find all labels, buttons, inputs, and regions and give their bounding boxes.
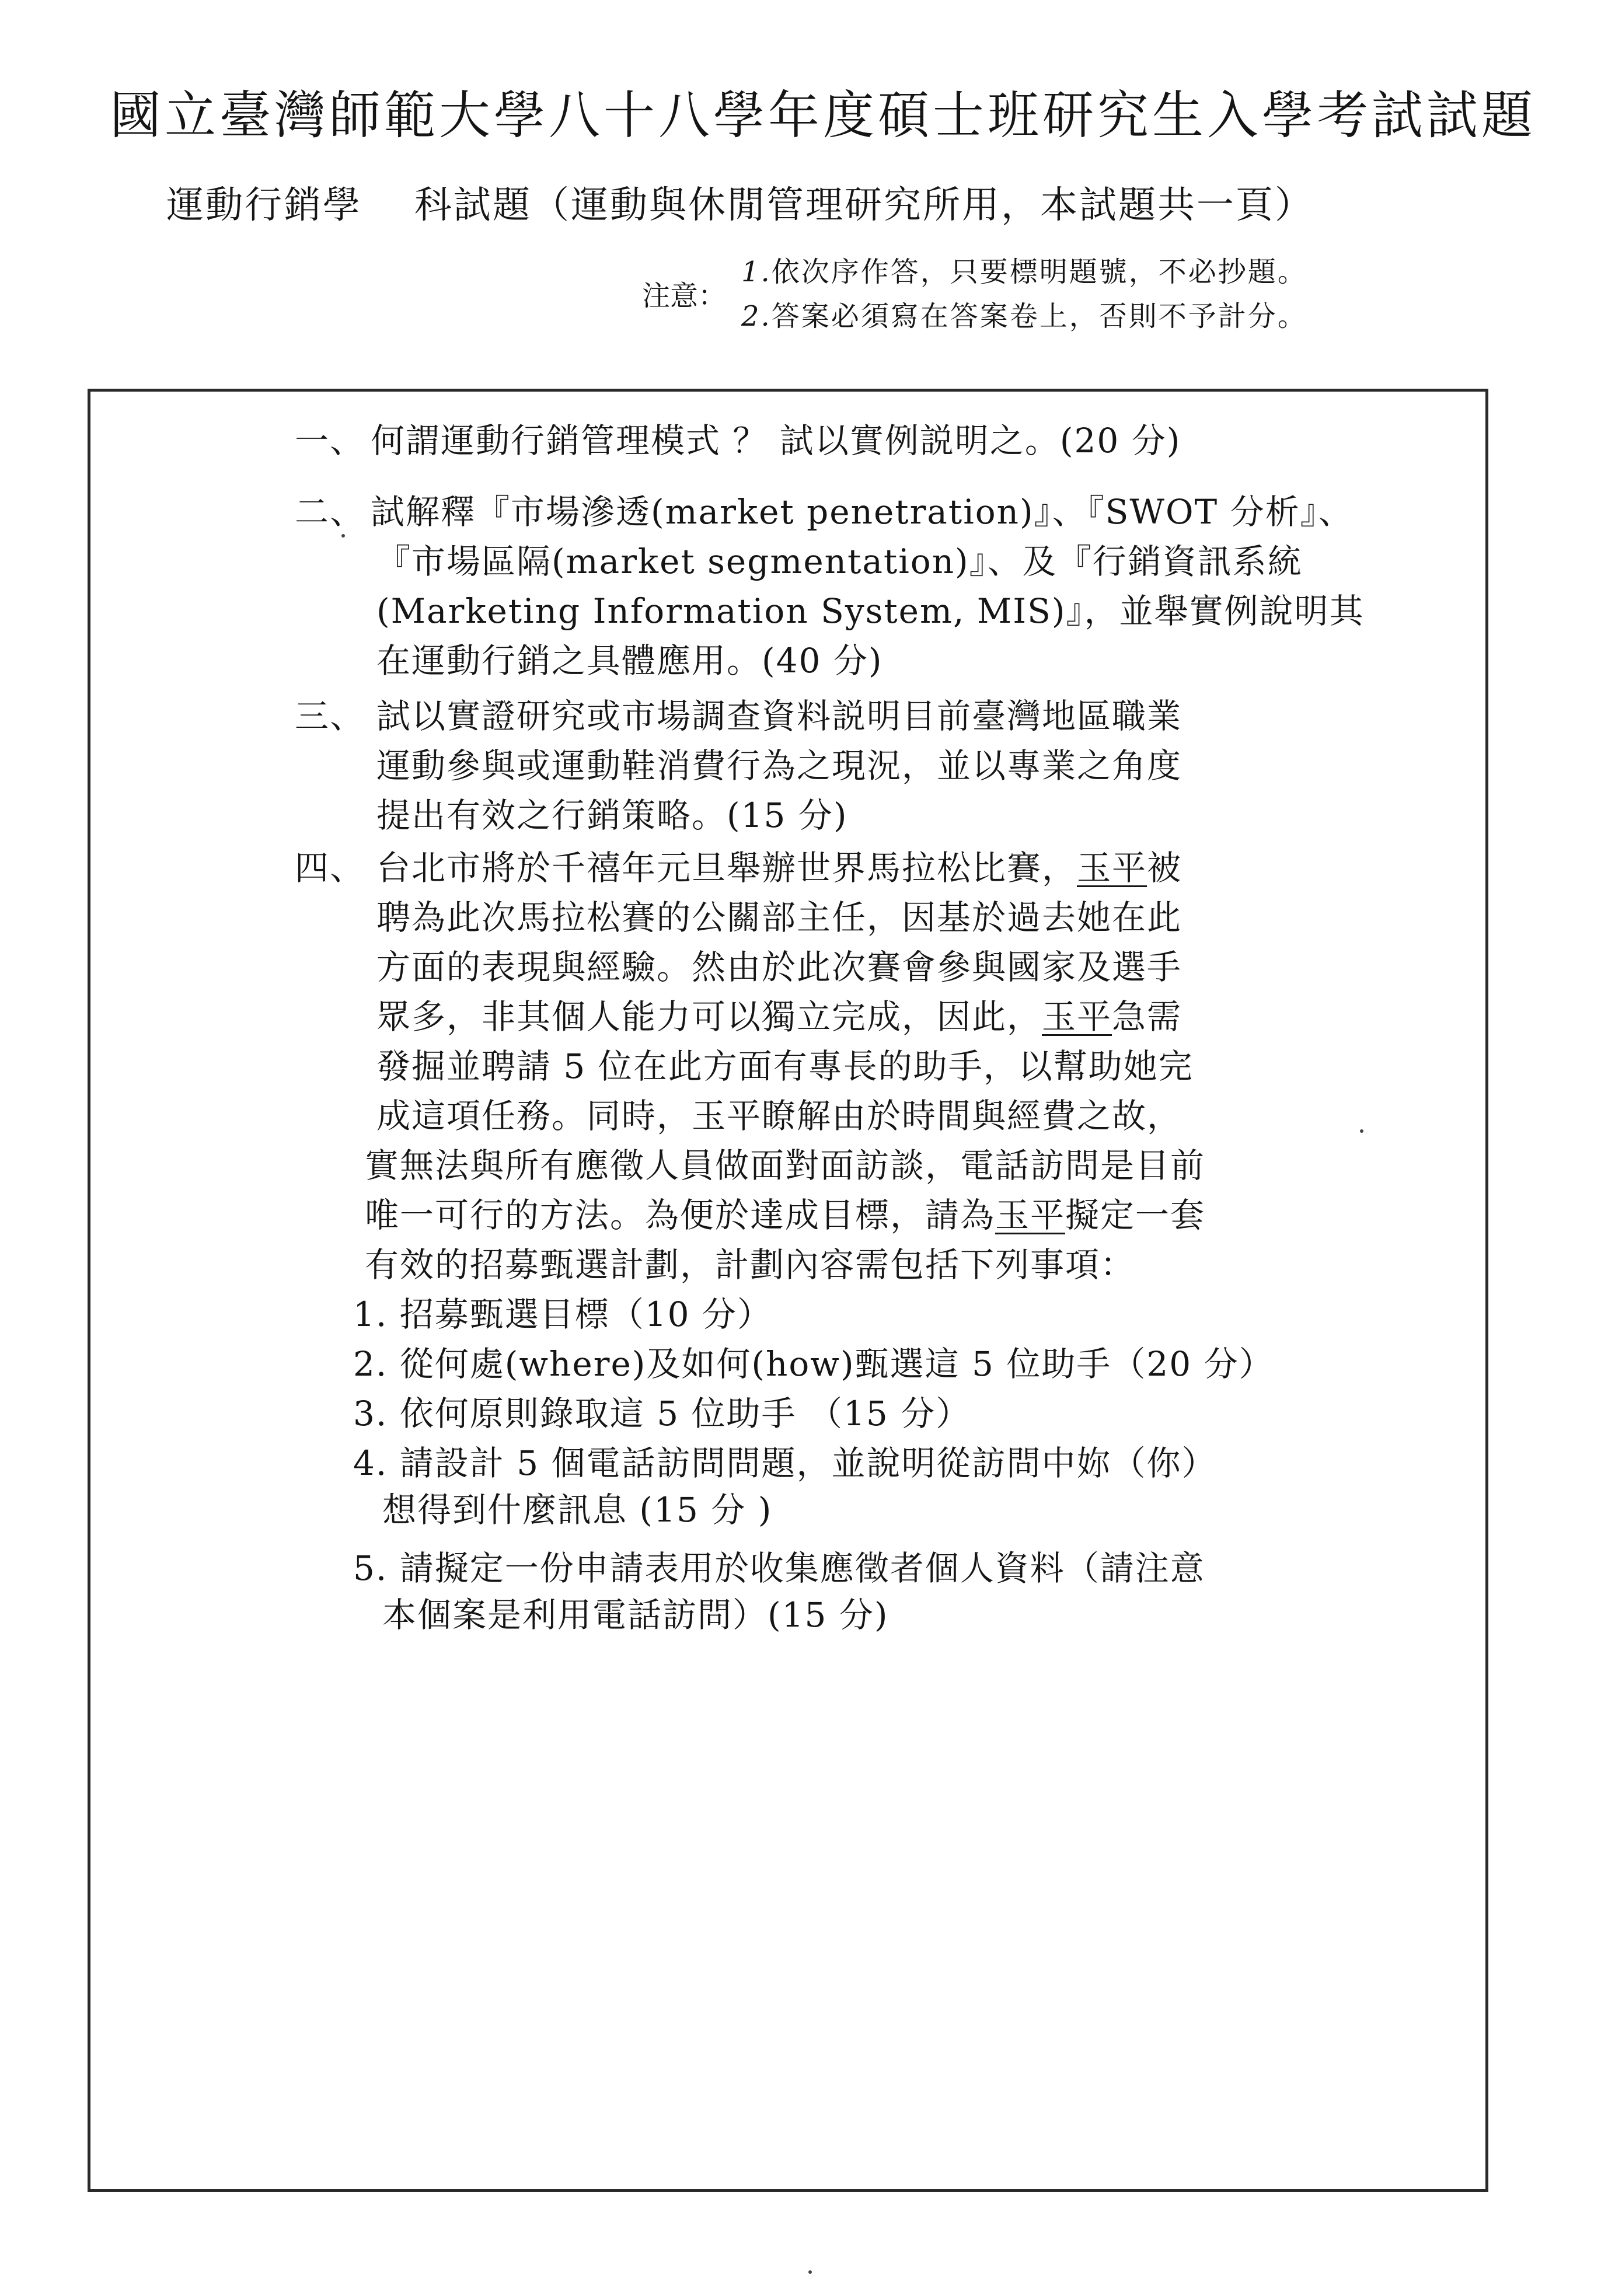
question-text: 唯一可行的方法。為便於達成目標，請為玉平擬定一套 <box>365 1195 1206 1235</box>
question-text: 眾多，非其個人能力可以獨立完成，因此，玉平急需 <box>376 997 1183 1037</box>
question-number: 三、 <box>295 696 365 736</box>
sub-item: 2. 從何處(where)及如何(how)甄選這 5 位助手（20 分） <box>353 1344 1274 1384</box>
exam-subtitle <box>166 175 1314 229</box>
question-number: 一、 <box>295 421 365 460</box>
question-text: 成這項任務。同時，玉平瞭解由於時間與經費之故， <box>376 1096 1183 1136</box>
question-text: 台北市將於千禧年元旦舉辦世界馬拉松比賽，玉平被 <box>376 848 1183 888</box>
question-text: 提出有效之行銷策略。(15 分) <box>376 795 848 835</box>
exam-title: 國立臺灣師範大學八十八學年度碩士班研究生入學考試試題 <box>109 85 1536 145</box>
notice-item: 1.依次序作答，只要標明題號，不必抄題。 <box>741 256 1307 288</box>
sub-item: 4. 請設計 5 個電話訪問問題，並說明從訪問中妳（你） <box>353 1443 1217 1483</box>
scan-speck <box>808 2270 812 2274</box>
scan-speck <box>341 534 345 538</box>
subtitle-detail: 科試題（運動與休閒管理研究所用，本試題共一頁） <box>414 184 1314 227</box>
notice-label: 注意： <box>642 280 727 312</box>
question-text: 實無法與所有應徵人員做面對面訪談，電話訪問是目前 <box>365 1146 1206 1185</box>
question-text: 何謂運動行銷管理模式 ？ 試以實例説明之。(20 分) <box>371 421 1181 460</box>
notice-list <box>741 250 1307 339</box>
sub-item: 1. 招募甄選目標（10 分） <box>353 1294 773 1334</box>
sub-item: 5. 請擬定一份申請表用於收集應徵者個人資料（請注意 <box>353 1548 1205 1588</box>
person-name: 玉平 <box>1042 997 1112 1037</box>
person-name: 玉平 <box>1077 848 1147 888</box>
question-text: 發掘並聘請 5 位在此方面有專長的助手，以幫助她完 <box>376 1046 1194 1086</box>
question-text: 運動參與或運動鞋消費行為之現況，並以專業之角度 <box>376 746 1183 786</box>
question-text: 在運動行銷之具體應用。(40 分) <box>376 641 883 681</box>
sub-item-cont: 想得到什麼訊息 (15 分 ) <box>382 1490 773 1530</box>
question-number: 二、 <box>295 492 365 532</box>
subject-name: 運動行銷學 <box>166 184 362 227</box>
sub-item-cont: 本個案是利用電話訪問）(15 分) <box>382 1595 889 1635</box>
question-number: 四、 <box>295 848 365 888</box>
notice-item: 2.答案必須寫在答案卷上，否則不予計分。 <box>741 300 1307 333</box>
question-text: (Marketing Information System, MIS)』，並舉實例說明其 <box>376 591 1365 631</box>
question-text: 試以實證研究或市場調查資料説明目前臺灣地區職業 <box>376 696 1183 736</box>
scan-speck <box>1360 1129 1363 1133</box>
question-text: 試解釋『市場滲透(market penetration)』、『SWOT 分析』、 <box>371 492 1354 532</box>
question-text: 『市場區隔(market segmentation)』、及『行銷資訊系統 <box>376 542 1303 581</box>
sub-item: 3. 依何原則錄取這 5 位助手 （15 分） <box>353 1394 971 1433</box>
person-name: 玉平 <box>995 1195 1066 1235</box>
question-text: 有效的招募甄選計劃，計劃內容需包括下列事項： <box>365 1245 1136 1285</box>
question-text: 方面的表現與經驗。然由於此次賽會參與國家及選手 <box>376 947 1183 987</box>
question-text: 聘為此次馬拉松賽的公關部主任，因基於過去她在此 <box>376 898 1183 937</box>
